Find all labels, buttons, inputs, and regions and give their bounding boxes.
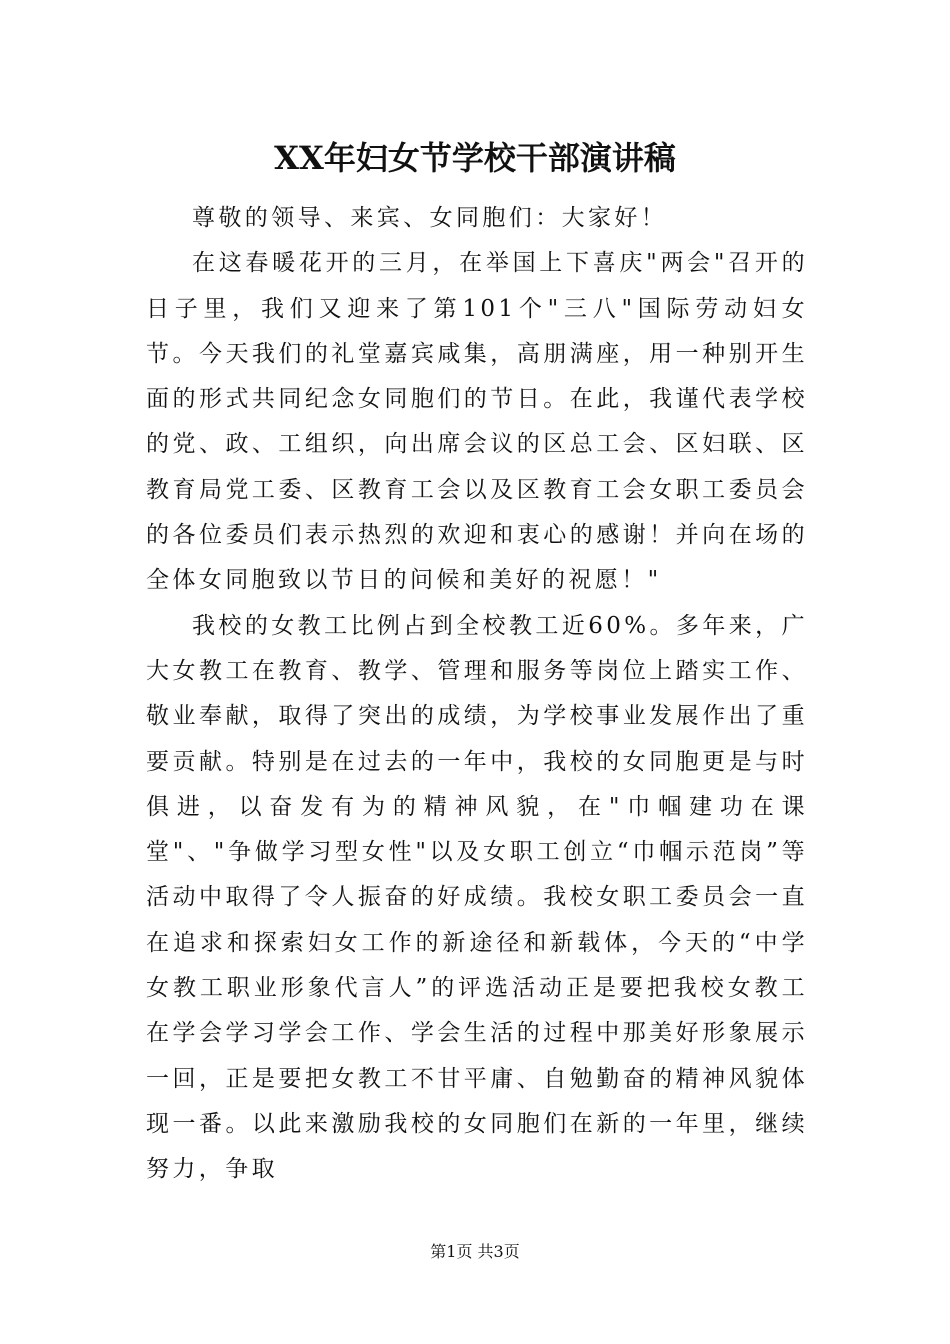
page-footer: 第1页 共3页 — [430, 1242, 520, 1261]
body-paragraph: 我校的女教工比例占到全校教工近60%。多年来，广大女教工在教育、教学、管理和服务等岗位上踏实工作、敬业奉献，取得了突出的成绩，为学校事业发展作出了重要贡献。特别是在过去的一年中，我校的女同胞更是与时俱进，以奋发有为的精神风貌，在"巾帼建功在课堂"、"争做学习型女性"以及女职工创立“巾帼示范岗”等活动中取得了令人振奋的好成绩。我校女职工委员会一直在追求和探索妇女工作的新途径和新载体，今天的“中学女教工职业形象代言人”的评选活动正是要把我校女教工在学会学习学会工作、学会生活的过程中那美好形象展示一回，正是要把女教工不甘平庸、自勉勤奋的精神风貌体现一番。以此来激励我校的女同胞们在新的一年里，继续努力，争取 — [146, 612, 808, 1183]
document-body — [146, 196, 808, 1193]
document-title: XX年妇女节学校干部演讲稿 — [274, 139, 676, 177]
body-paragraph: 在这春暖花开的三月，在举国上下喜庆"两会"召开的日子里，我们又迎来了第101个"三八"国际劳动妇女节。今天我们的礼堂嘉宾咸集，高朋满座，用一种别开生面的形式共同纪念女同胞们的节日。在此，我谨代表学校的党、政、工组织，向出席会议的区总工会、区妇联、区教育局党工委、区教育工会以及区教育工会女职工委员会的各位委员们表示热烈的欢迎和衷心的感谢！并向在场的全体女同胞致以节日的问候和美好的祝愿！" — [146, 250, 808, 594]
greeting-paragraph: 尊敬的领导、来宾、女同胞们：大家好！ — [192, 205, 668, 231]
